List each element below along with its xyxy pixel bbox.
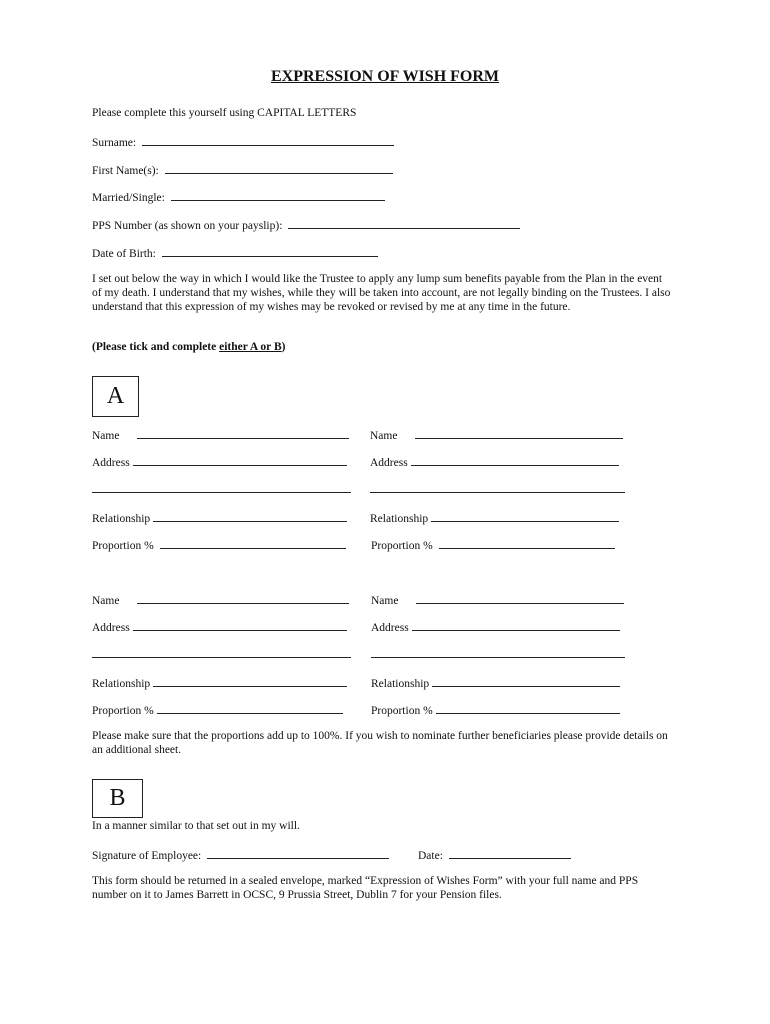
beneficiary-3-relationship-field[interactable]: [92, 675, 347, 690]
beneficiary-1-address-label: Address: [92, 457, 130, 469]
beneficiary-3-relationship-label: Relationship: [92, 678, 151, 690]
signature-label: Signature of Employee:: [92, 850, 202, 862]
pps-label: PPS Number (as shown on your payslip):: [92, 220, 283, 232]
beneficiary-3-address-line-2[interactable]: [92, 657, 351, 658]
married-single-field[interactable]: [92, 189, 385, 204]
beneficiary-4-name-label: Name: [371, 595, 399, 607]
option-b-checkbox[interactable]: [92, 779, 143, 818]
beneficiary-1-proportion-line[interactable]: [160, 537, 346, 549]
beneficiary-2-name-line[interactable]: [415, 427, 623, 439]
beneficiary-3-address-label: Address: [92, 622, 130, 634]
beneficiary-2-relationship-line[interactable]: [431, 510, 619, 522]
date-field[interactable]: [418, 847, 571, 862]
beneficiary-1-name-field[interactable]: [92, 427, 349, 442]
beneficiary-2-name-label: Name: [370, 430, 398, 442]
date-line[interactable]: [449, 847, 571, 859]
beneficiary-2-address-line[interactable]: [411, 454, 619, 466]
beneficiary-3-proportion-line[interactable]: [157, 702, 343, 714]
beneficiary-1-name-label: Name: [92, 430, 120, 442]
dob-label: Date of Birth:: [92, 248, 156, 260]
tick-suffix: ): [281, 341, 286, 353]
date-label: Date:: [418, 850, 443, 862]
beneficiary-1-address-line-2[interactable]: [92, 492, 351, 493]
beneficiary-4-name-field[interactable]: [371, 592, 624, 607]
beneficiary-1-proportion-label: Proportion %: [92, 540, 154, 552]
beneficiary-2-address-field[interactable]: [370, 454, 619, 469]
beneficiary-2-relationship-field[interactable]: [370, 510, 619, 525]
tick-instruction: [92, 341, 285, 353]
dob-input-line[interactable]: [162, 245, 378, 257]
beneficiary-1-relationship-field[interactable]: [92, 510, 347, 525]
instruction-text: Please complete this yourself using CAPITAL LETTERS: [92, 107, 357, 119]
tick-either-a-or-b: either A or B: [219, 341, 282, 353]
beneficiary-2-proportion-field[interactable]: [371, 537, 615, 552]
beneficiary-3-proportion-field[interactable]: [92, 702, 343, 717]
proportion-note: Please make sure that the proportions add up to 100%. If you wish to nominate further beneficiaries please provide details on an additional sheet.: [92, 730, 668, 756]
beneficiary-2-address-label: Address: [370, 457, 408, 469]
beneficiary-4-address-line-2[interactable]: [371, 657, 625, 658]
beneficiary-1-relationship-line[interactable]: [153, 510, 347, 522]
beneficiary-4-relationship-label: Relationship: [371, 678, 430, 690]
form-title: EXPRESSION OF WISH FORM: [270, 68, 500, 85]
beneficiary-4-address-field[interactable]: [371, 619, 620, 634]
beneficiary-3-proportion-label: Proportion %: [92, 705, 154, 717]
beneficiary-4-address-line[interactable]: [412, 619, 620, 631]
beneficiary-1-proportion-field[interactable]: [92, 537, 346, 552]
beneficiary-2-proportion-line[interactable]: [439, 537, 615, 549]
tick-prefix: (Please tick and complete: [92, 341, 220, 353]
beneficiary-1-name-line[interactable]: [137, 427, 349, 439]
return-instructions: This form should be returned in a sealed envelope, marked “Expression of Wishes Form” with your full name and PPS number on it to James Barrett in OCSC, 9 Prussia Street, Dublin 7 for your Pension files.: [92, 875, 639, 901]
beneficiary-2-name-field[interactable]: [370, 427, 623, 442]
beneficiary-3-address-line[interactable]: [133, 619, 347, 631]
first-names-field[interactable]: [92, 162, 393, 177]
beneficiary-3-address-field[interactable]: [92, 619, 347, 634]
beneficiary-1-address-line[interactable]: [133, 454, 347, 466]
first-names-label: First Name(s):: [92, 165, 159, 177]
married-single-label: Married/Single:: [92, 192, 165, 204]
beneficiary-3-relationship-line[interactable]: [153, 675, 347, 687]
wishes-statement: I set out below the way in which I would like the Trustee to apply any lump sum benefits payable from the Plan in the event of my death. I understand that my wishes, while they will be taken into account, are not legally binding on the Trustees. I also understand that this expression of my wishes may be revoked or revised by me at any time in the future.: [92, 273, 671, 313]
beneficiary-4-name-line[interactable]: [416, 592, 624, 604]
beneficiary-4-address-label: Address: [371, 622, 409, 634]
beneficiary-2-relationship-label: Relationship: [370, 513, 429, 525]
surname-input-line[interactable]: [142, 134, 394, 146]
beneficiary-3-name-line[interactable]: [137, 592, 349, 604]
signature-line[interactable]: [207, 847, 389, 859]
beneficiary-1-relationship-label: Relationship: [92, 513, 151, 525]
beneficiary-1-address-field[interactable]: [92, 454, 347, 469]
beneficiary-2-address-line-2[interactable]: [370, 492, 625, 493]
surname-label: Surname:: [92, 137, 137, 149]
beneficiary-4-relationship-line[interactable]: [432, 675, 620, 687]
beneficiary-3-name-label: Name: [92, 595, 120, 607]
dob-field[interactable]: [92, 245, 378, 260]
beneficiary-3-name-field[interactable]: [92, 592, 349, 607]
married-single-input-line[interactable]: [171, 189, 385, 201]
option-a-label: A: [106, 383, 125, 409]
beneficiary-4-proportion-label: Proportion %: [371, 705, 433, 717]
signature-field[interactable]: [92, 847, 389, 862]
option-a-checkbox[interactable]: [92, 376, 139, 417]
pps-input-line[interactable]: [288, 217, 520, 229]
beneficiary-4-relationship-field[interactable]: [371, 675, 620, 690]
beneficiary-2-proportion-label: Proportion %: [371, 540, 433, 552]
first-names-input-line[interactable]: [165, 162, 393, 174]
option-b-label: B: [109, 785, 126, 811]
surname-field[interactable]: [92, 134, 394, 149]
pps-field[interactable]: [92, 217, 520, 232]
beneficiary-4-proportion-field[interactable]: [371, 702, 620, 717]
beneficiary-4-proportion-line[interactable]: [436, 702, 620, 714]
option-b-text: In a manner similar to that set out in my will.: [92, 820, 300, 832]
